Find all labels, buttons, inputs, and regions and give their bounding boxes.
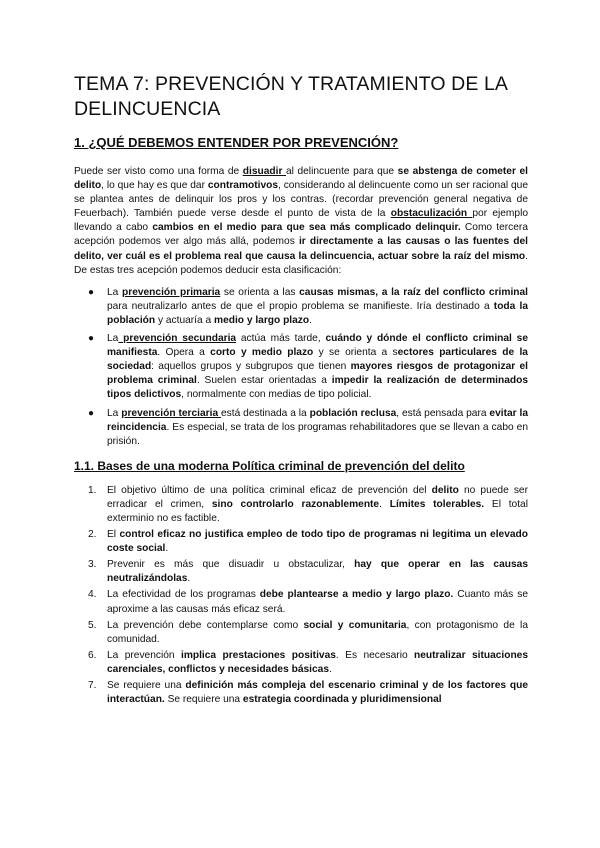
bases-list (74, 484, 528, 707)
list-item-secundaria: ● La prevención secundaria actúa más tarde, cuándo y dónde el conflicto criminal se manifiesta. Opera a corto y medio plazo y se orienta a sectores particulares de la sociedad: aquellos grupos y subgrupos que tienen mayores riesgos de protagonizar el problema criminal. Suelen estar orientadas a impedir la realización de determinados tipos delictivos, normalmente con medias de tipo policial. (88, 333, 528, 401)
prevention-types-list (74, 286, 528, 449)
section-1-heading: 1. ¿QUÉ DEBEMOS ENTENDER POR PREVENCIÓN? (74, 135, 399, 150)
list-item: 6. La prevención implica prestaciones positivas. Es necesario neutralizar situaciones carenciales, conflictos y necesidades básicas. (88, 649, 529, 675)
bullet-icon: ● (88, 286, 95, 298)
document-title: TEMA 7: PREVENCIÓN Y TRATAMIENTO DE LA DELINCUENCIA (74, 73, 507, 120)
document-page (74, 72, 528, 709)
bullet-icon: ● (88, 407, 95, 419)
section-1-1-heading: 1.1. Bases de una moderna Política criminal de prevención del delito (74, 458, 465, 473)
list-item: 7. Se requiere una definición más compleja del escenario criminal y de los factores que interactúan. Se requiere una estrategia coordinada y pluridimensional (88, 680, 529, 706)
list-item: 4. La efectividad de los programas debe plantearse a medio y largo plazo. Cuanto más se aproxime a las causas más eficaz será. (88, 589, 528, 615)
list-item: 1. El objetivo último de una política criminal eficaz de prevención del delito no puede ser erradicar el crimen, sino controlarlo razonablemente. Límites tolerables. El total exterminio no es factible. (88, 484, 528, 524)
list-item-primaria: ● La prevención primaria se orienta a las causas mismas, a la raíz del conflicto criminal para neutralizarlo antes de que el propio problema se manifieste. Iría destinado a toda la población y actuaría a medio y largo plazo. (88, 286, 528, 326)
list-item: 3. Prevenir es más que disuadir u obstaculizar, hay que operar en las causas neutralizándolas. (88, 559, 528, 585)
bullet-icon: ● (88, 333, 95, 345)
list-item: 5. La prevención debe contemplarse como social y comunitaria, con protagonismo de la comunidad. (88, 619, 528, 645)
section-1-paragraph: Puede ser visto como una forma de disuadir al delincuente para que se abstenga de cometer el delito, lo que hay es que dar contramotivos, considerando al delincuente como un ser racional que se plantea antes de delinquir los pros y los contras. (recordar prevención general negativa de Feuerbach). También puede verse desde el punto de vista de la obstaculización por ejemplo llevando a cabo cambios en el medio para que sea más complicado delinquir. Como tercera acepción podemos ver algo más allá, podemos ir directamente a las causas o las fuentes del delito, ver cuál es el problema real que causa la delincuencia, actuar sobre la raíz del mismo. De estas tres acepción podemos deducir esta clasificación: (74, 166, 529, 276)
list-item-terciaria: ● La prevención terciaria está destinada a la población reclusa, está pensada para evitar la reincidencia. Es especial, se trata de los programas rehabilitadores que se llevan a cabo en prisión. (88, 407, 528, 447)
list-item: 2. El control eficaz no justifica empleo de todo tipo de programas ni legitima un elevado coste social. (88, 529, 529, 555)
